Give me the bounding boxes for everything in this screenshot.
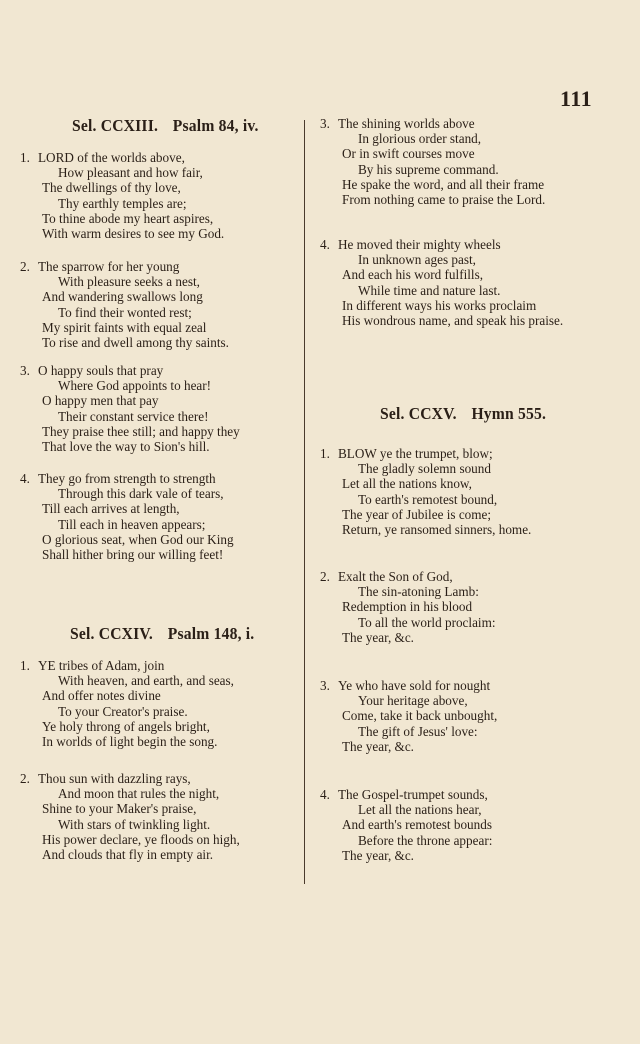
verse-number: 4. [320,787,330,802]
verse-line [320,848,492,863]
verse-line [20,196,224,211]
verse-line [320,693,497,708]
verse-line-text: Shall hither bring our willing feet! [42,546,224,562]
verse-line-text: With warm desires to see my God. [42,225,225,241]
verse-line-text: Their constant service there! [58,408,209,424]
verse-line-text: By his supreme command. [358,161,499,177]
verse-line [20,305,229,320]
verse-line [20,771,240,786]
verse-line [320,313,563,328]
selection-heading [72,116,259,136]
verse-line-text: Your heritage above, [358,693,468,709]
verse-line [20,486,234,501]
verse-line-text: Come, take it back unbought, [342,708,498,724]
verse-line-text: Ye holy throng of angels bright, [42,718,210,734]
verse-line [20,259,229,274]
page-number: 111 [560,86,593,111]
verse-line-text: Thy earthly temples are; [58,195,187,211]
verse-line-text: Before the throne appear: [358,832,493,848]
verse-line [320,162,545,177]
verse-line-text: Through this dark vale of tears, [58,486,224,502]
verse-line-text: With stars of twinkling light. [58,816,211,832]
verse-number: 3. [20,363,30,378]
tune-reference: Psalm 84, iv. [172,116,259,135]
verse-line-text: In glorious order stand, [358,131,482,147]
verse-line-text: To rise and dwell among thy saints. [42,334,229,350]
verse-line-text: BLOW ye the trumpet, blow; [338,446,493,461]
verse-line [20,817,240,832]
verse-line [320,461,531,476]
verse-line [320,724,497,739]
selection-number: Sel. CCXIII. [72,116,159,135]
verse-line [320,802,492,817]
hymn-verse [320,237,563,328]
verse-line [20,801,240,816]
verse-line-text: Exalt the Son of God, [338,569,453,584]
verse-line [20,719,234,734]
verse-line-text: And clouds that fly in empty air. [42,846,214,862]
column-divider [304,120,305,884]
verse-line [320,492,531,507]
verse-line-text: The year, &c. [342,847,414,863]
verse-line-text: The gift of Jesus' love: [358,723,478,739]
verse-line [320,817,492,832]
verse-line-text: With pleasure seeks a nest, [58,274,200,290]
verse-line-text: And each his word fulfills, [342,267,484,283]
verse-line-text: Return, ye ransomed sinners, home. [342,521,532,537]
verse-line-text: Till each in heaven appears; [58,516,206,532]
hymn-verse [320,116,545,207]
verse-line-text: The shining worlds above [338,116,475,131]
verse-line-text: Redemption in his blood [342,599,473,615]
verse-line-text: With heaven, and earth, and seas, [58,673,234,689]
hymn-verse [320,446,531,537]
verse-line-text: My spirit faints with equal zeal [42,319,207,335]
verse-line [20,274,229,289]
verse-line-text: The year, &c. [342,629,414,645]
verse-number: 4. [320,237,330,252]
verse-line-text: Shine to your Maker's praise, [42,801,197,817]
verse-line [320,678,497,693]
verse-line [20,786,240,801]
verse-line [20,688,234,703]
hymn-verse [20,259,229,350]
verse-line-text: Thou sun with dazzling rays, [38,771,191,786]
verse-line [320,507,531,522]
verse-number: 1. [20,150,30,165]
verse-line-text: The year, &c. [342,738,414,754]
verse-line-text: Till each arrives at length, [42,501,180,517]
verse-line [320,446,531,461]
verse-line [20,471,234,486]
verse-line [20,439,240,454]
hymn-verse [20,363,240,454]
verse-line-text: They praise thee still; and happy they [42,423,240,439]
selection-number: Sel. CCXIV. [70,624,154,643]
verse-line-text: How pleasant and how fair, [58,165,203,181]
verse-line [20,547,234,562]
verse-line-text: And wandering swallows long [42,289,203,305]
verse-line [320,569,496,584]
hymn-verse [20,471,234,562]
hymn-verse [20,150,224,241]
verse-number: 1. [20,658,30,673]
verse-line-text: The dwellings of thy love, [42,180,181,196]
hymn-verse [20,658,234,749]
tune-reference: Psalm 148, i. [167,624,255,643]
verse-line [320,739,497,754]
hymn-verse [320,678,497,754]
verse-line [320,708,497,723]
verse-line-text: To your Creator's praise. [58,703,188,719]
verse-line-text: Where God appoints to hear! [58,378,212,394]
verse-line-text: In worlds of light begin the song. [42,733,218,749]
verse-line [320,116,545,131]
verse-line [20,704,234,719]
verse-line [20,289,229,304]
verse-line [20,832,240,847]
verse-line [20,393,240,408]
verse-line [20,532,234,547]
verse-line [320,599,496,614]
verse-line [320,787,492,802]
verse-line-text: To thine abode my heart aspires, [42,210,214,226]
verse-line-text: YE tribes of Adam, join [38,658,165,673]
verse-number: 3. [320,678,330,693]
verse-number: 2. [320,569,330,584]
verse-number: 2. [20,771,30,786]
verse-line-text: He moved their mighty wheels [338,237,501,252]
verse-line-text: In unknown ages past, [358,252,476,268]
verse-line [20,165,224,180]
verse-line-text: LORD of the worlds above, [38,150,185,165]
verse-line-text: In different ways his works proclaim [342,297,537,313]
verse-line-text: The gladly solemn sound [358,461,491,477]
verse-line [20,180,224,195]
verse-line-text: Or in swift courses move [342,146,475,162]
verse-line [20,226,224,241]
verse-line [20,847,240,862]
verse-line [20,150,224,165]
verse-line-text: From nothing came to praise the Lord. [342,191,546,207]
hymn-verse [20,771,240,862]
verse-line-text: While time and nature last. [358,282,501,298]
verse-line [20,409,240,424]
hymn-verse [320,787,492,863]
verse-line [320,476,531,491]
verse-line [320,131,545,146]
verse-line [320,267,563,282]
verse-line [320,630,496,645]
verse-line [320,298,563,313]
verse-line [20,517,234,532]
verse-line-text: That love the way to Sion's hill. [42,438,210,454]
verse-line-text: His power declare, ye floods on high, [42,831,240,847]
verse-line-text: O happy men that pay [42,393,159,409]
verse-line-text: Let all the nations hear, [358,802,482,818]
verse-line [320,237,563,252]
verse-number: 1. [320,446,330,461]
verse-line [20,378,240,393]
verse-line-text: He spake the word, and all their frame [342,176,545,192]
verse-line [320,615,496,630]
verse-line [320,522,531,537]
verse-line-text: To all the world proclaim: [358,614,496,630]
verse-line [20,501,234,516]
verse-line-text: They go from strength to strength [38,471,216,486]
verse-line [320,283,563,298]
verse-line-text: The Gospel-trumpet sounds, [338,787,488,802]
verse-line-text: And earth's remotest bounds [342,817,492,833]
verse-line [320,252,563,267]
verse-line [20,363,240,378]
selection-heading [380,404,546,424]
verse-number: 3. [320,116,330,131]
verse-line [20,673,234,688]
verse-line-text: O glorious seat, when God our King [42,531,234,547]
verse-line-text: His wondrous name, and speak his praise. [342,312,564,328]
verse-line-text: The year of Jubilee is come; [342,506,492,522]
verse-number: 2. [20,259,30,274]
verse-line-text: And moon that rules the night, [58,786,220,802]
verse-line [20,424,240,439]
verse-line-text: O happy souls that pray [38,363,164,378]
verse-line-text: To find their wonted rest; [58,304,192,320]
verse-line [320,146,545,161]
tune-reference: Hymn 555. [471,404,547,423]
verse-line [320,192,545,207]
verse-line [20,335,229,350]
verse-line [20,320,229,335]
verse-line-text: And offer notes divine [42,688,161,704]
selection-number: Sel. CCXV. [380,404,457,423]
verse-line [320,177,545,192]
verse-line-text: The sparrow for her young [38,259,180,274]
verse-line [320,584,496,599]
verse-line [20,734,234,749]
verse-line [20,211,224,226]
verse-line-text: Let all the nations know, [342,476,472,492]
verse-line [320,833,492,848]
verse-line [20,658,234,673]
verse-number: 4. [20,471,30,486]
selection-heading [70,624,254,644]
hymn-verse [320,569,496,645]
verse-line-text: The sin-atoning Lamb: [358,584,479,600]
verse-line-text: To earth's remotest bound, [358,491,498,507]
verse-line-text: Ye who have sold for nought [338,678,491,693]
